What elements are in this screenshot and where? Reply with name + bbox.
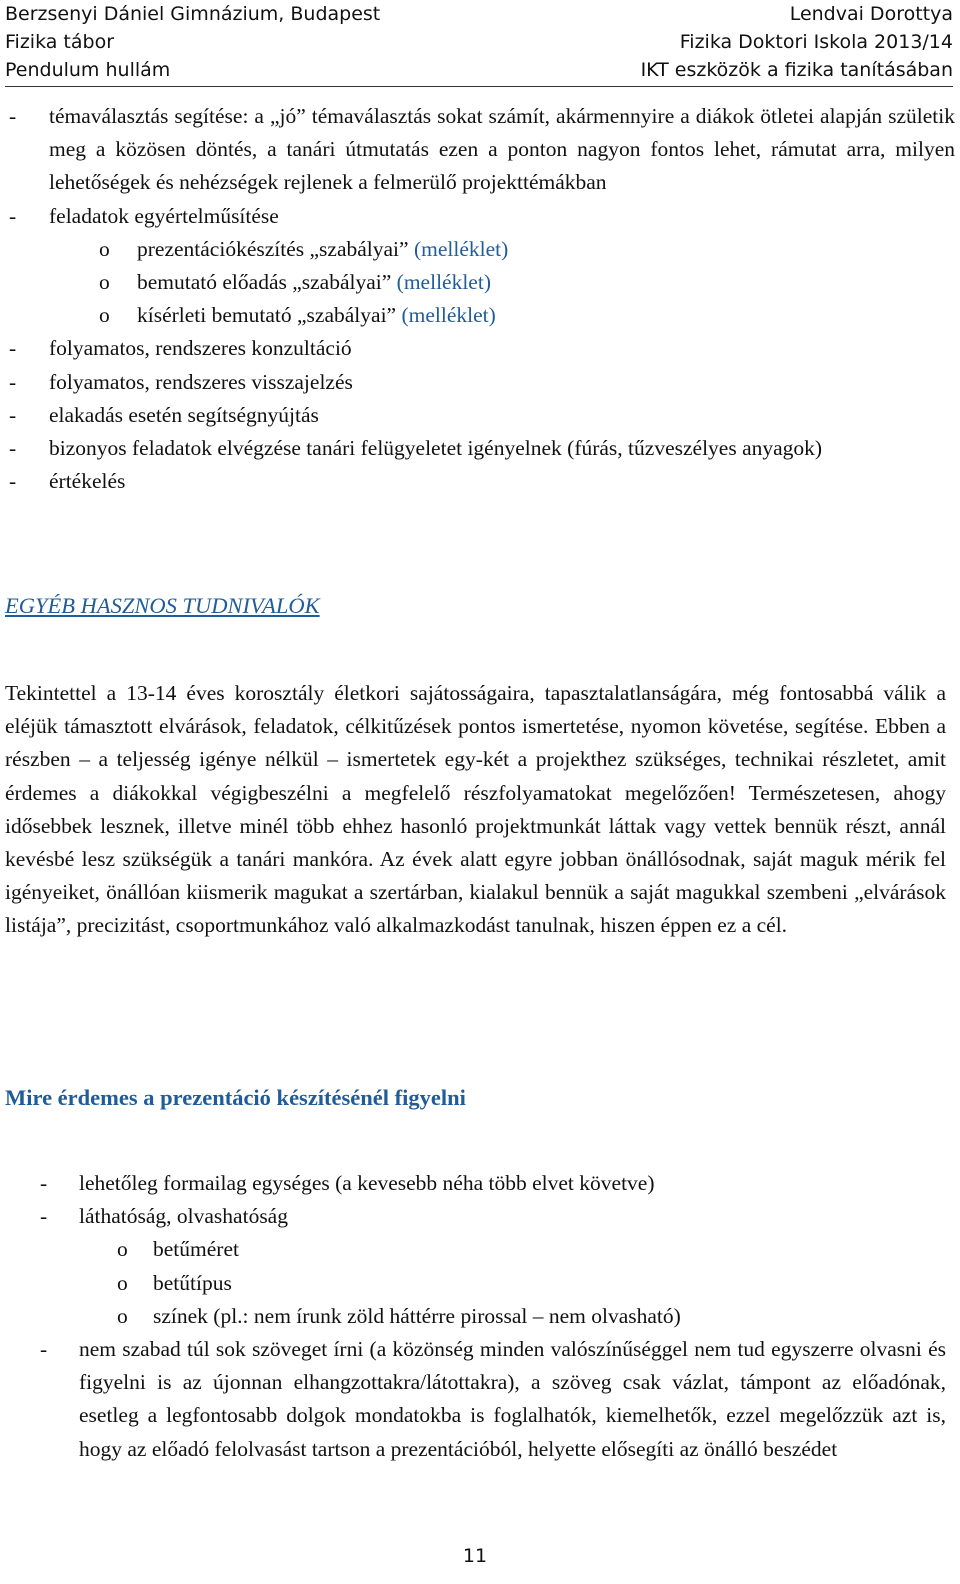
- event-name: Fizika tábor: [5, 31, 115, 53]
- page-number: 11: [462, 1545, 488, 1567]
- dash-marker: -: [40, 1337, 48, 1362]
- dash-marker: -: [9, 402, 17, 427]
- circle-marker: o: [99, 303, 110, 328]
- sub-list-item: o betűtípus: [40, 1267, 946, 1300]
- task-list: [5, 100, 955, 498]
- circle-marker: o: [117, 1237, 128, 1262]
- list-item: - nem szabad túl sok szöveget írni (a közönség minden valószínűséggel nem tud egyszerre olvasni és figyelni is az újonnan elhangzottakra/látottakra), a szöveg csak vázlat, támpont az előadónak, esetleg a legfontosabb dolgok mondatokba is foglalhatók, kiemelhetők, ezzel megelőzzük azt is, hogy az előadó felolvasást tartson a prezentációból, helyette elősegíti az önálló beszédet: [40, 1333, 946, 1466]
- dash-marker: -: [9, 469, 17, 494]
- list-item: - folyamatos, rendszeres konzultáció: [5, 332, 955, 365]
- course-title: IKT eszközök a fizika tanításában: [640, 59, 953, 81]
- author-name: Lendvai Dorottya: [789, 3, 953, 25]
- sub-list-item: o színek (pl.: nem írunk zöld háttérre pirossal – nem olvasható): [40, 1300, 946, 1333]
- page-header: [5, 0, 953, 87]
- section-heading: EGYÉB HASZNOS TUDNIVALÓK: [5, 593, 320, 618]
- header-right: [641, 0, 953, 84]
- list-item: - bizonyos feladatok elvégzése tanári felügyeletet igényelnek (fúrás, tűzveszélyes anyagok): [5, 432, 955, 465]
- course-program: Fizika Doktori Iskola 2013/14: [679, 31, 953, 53]
- dash-marker: -: [9, 436, 17, 461]
- circle-marker: o: [117, 1303, 128, 1328]
- appendix-ref: (melléklet): [401, 303, 496, 328]
- sub-list-item: o prezentációkészítés „szabályai” (melléklet): [5, 233, 955, 266]
- list-item: - láthatóság, olvashatóság: [40, 1200, 946, 1233]
- sub-list-item: o bemutató előadás „szabályai” (melléklet): [5, 266, 955, 299]
- dash-marker: -: [40, 1171, 48, 1195]
- circle-marker: o: [99, 270, 110, 295]
- header-left: [5, 0, 380, 84]
- project-name: Pendulum hullám: [5, 59, 171, 81]
- school-name: Berzsenyi Dániel Gimnázium, Budapest: [5, 3, 381, 25]
- dash-marker: -: [9, 369, 17, 394]
- presentation-tips-list: [40, 1167, 946, 1466]
- dash-marker: -: [9, 203, 17, 228]
- body-paragraph: Tekintettel a 13-14 éves korosztály életkori sajátosságaira, tapasztalatlanságára, még fontosabbá válik a eléjük támasztott elvárások, feladatok, célkitűzések pontos ismertetése, nyomon követése, segítése. Ebben a részben – a teljesség igénye nélkül – ismertetek egy-két a projekthez szükséges, technikai részletet, amit érdemes a diákokkal végigbeszélni a megfelelő részfolyamatokat megelőzően! Természetesen, ahogy idősebbek lesznek, illetve minél több ehhez hasonló projektmunkát láttak vagy vettek bennük részt, annál kevésbé lesz szükségük a tanári mankóra. Az évek alatt egyre jobban önállósodnak, saját maguk mérik fel igényeiket, önállóan kiismerik magukat a szertárban, kialakul bennük a saját magukkal szembeni „elvárások listája”, precizitást, csoportmunkához való alkalmazkodást tanulnak, hiszen éppen ez a cél.: [5, 681, 946, 938]
- appendix-ref: (melléklet): [396, 270, 491, 295]
- dash-marker: -: [9, 336, 17, 361]
- circle-marker: o: [99, 236, 110, 261]
- dash-marker: -: [9, 104, 17, 128]
- sub-list-item: o betűméret: [40, 1233, 946, 1266]
- list-item: - értékelés: [5, 465, 955, 498]
- list-item: - folyamatos, rendszeres visszajelzés: [5, 366, 955, 399]
- subsection-heading: Mire érdemes a prezentáció készítésénél figyelni: [5, 1085, 466, 1110]
- list-item: - témaválasztás segítése: a „jó” témaválasztás sokat számít, akármennyire a diákok ötletei alapján születik meg a közösen döntés, a tanári útmutatás ezen a ponton nagyon fontos lehet, rámutat arra, milyen lehetőségek és nehézségek rejlenek a felmerülő projekttémákban: [5, 100, 955, 200]
- dash-marker: -: [40, 1204, 48, 1229]
- list-item: - elakadás esetén segítségnyújtás: [5, 399, 955, 432]
- list-item: - feladatok egyértelműsítése: [5, 200, 955, 233]
- appendix-ref: (melléklet): [413, 236, 509, 261]
- circle-marker: o: [117, 1270, 128, 1295]
- list-item: - lehetőleg formailag egységes (a kevesebb néha több elvet követve): [40, 1167, 946, 1200]
- sub-list-item: o kísérleti bemutató „szabályai” (melléklet): [5, 299, 955, 332]
